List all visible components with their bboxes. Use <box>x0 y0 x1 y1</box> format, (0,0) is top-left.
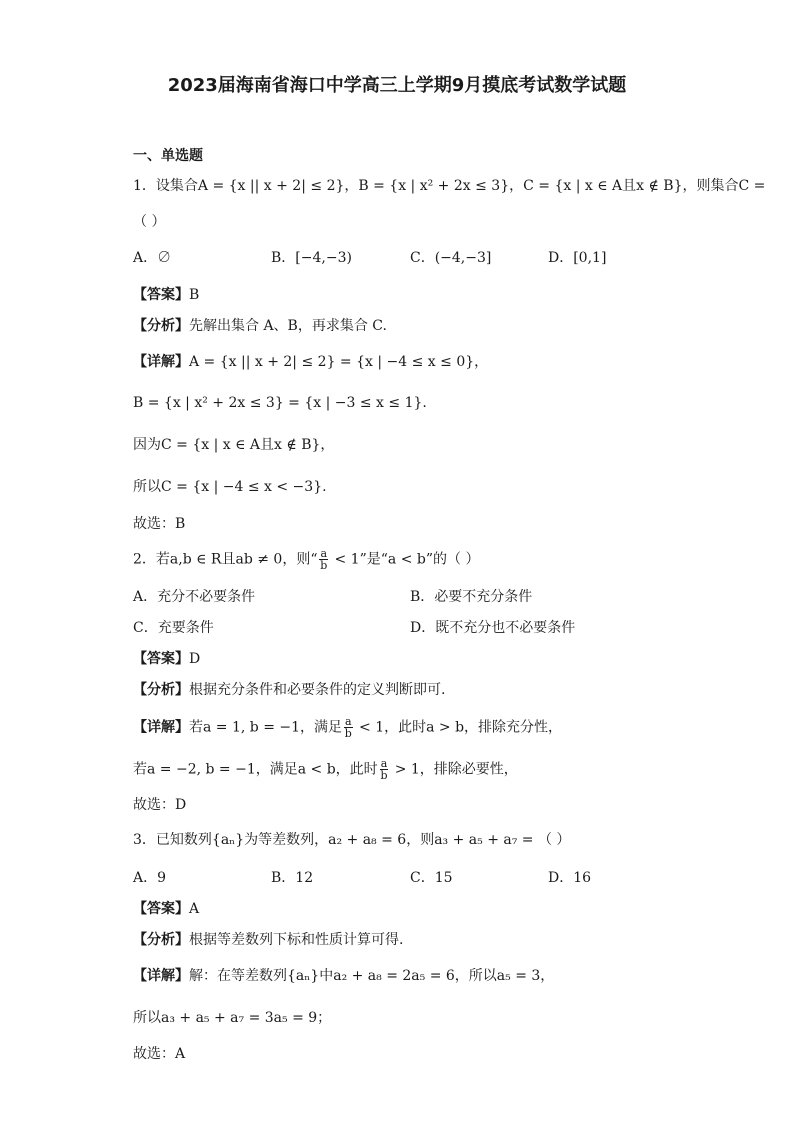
q2-detail-2-frac-den: b <box>380 769 388 782</box>
answer-label: 【答案】 <box>133 901 189 917</box>
q3-option-d: D．16 <box>548 870 592 886</box>
section-heading: 一、单选题 <box>133 148 203 164</box>
q1-option-b: B．[−4,−3) <box>271 250 352 266</box>
q1-analysis-text: 先解出集合 A、B，再求集合 C. <box>189 318 387 334</box>
q1-option-d: D．[0,1] <box>548 250 607 266</box>
q2-detail-1-post: < 1，此时a > b，排除充分性， <box>354 719 563 736</box>
q3-analysis <box>133 930 403 950</box>
q2-stem <box>133 548 479 571</box>
q1-detail-3: 因为C = {x | x ∈ A且x ∉ B}， <box>133 437 335 453</box>
q1-answer <box>133 285 199 305</box>
q3-conclusion: 故选：A <box>133 1046 186 1062</box>
q3-stem: 3．已知数列{aₙ}为等差数列，a₂ + a₈ = 6，则a₃ + a₅ + a₇ = （ ） <box>133 832 571 848</box>
analysis-label: 【分析】 <box>133 932 189 948</box>
q2-analysis-text: 根据充分条件和必要条件的定义判断即可. <box>189 682 446 698</box>
q2-detail-2-fraction <box>380 758 389 781</box>
q2-stem-frac-num: a <box>320 547 328 560</box>
q3-analysis-text: 根据等差数列下标和性质计算可得. <box>189 932 404 948</box>
q1-option-c: C．(−4,−3] <box>410 250 492 266</box>
q2-stem-fraction <box>319 548 328 571</box>
q1-detail-4: 所以C = {x | −4 ≤ x < −3}. <box>133 479 327 495</box>
q2-detail-2-post: > 1，排除必要性， <box>390 761 518 778</box>
q1-option-a: A．∅ <box>133 250 172 266</box>
q2-answer <box>133 649 200 669</box>
q2-detail-1-pre: 若a = 1, b = −1，满足 <box>189 719 343 736</box>
q1-stem-line1: 1．设集合A = {x || x + 2| ≤ 2}，B = {x | x² + 2x ≤ 3}，C = {x | x ∈ A且x ∉ B}，则集合C = <box>133 178 766 194</box>
q2-option-b: B．必要不充分条件 <box>410 589 533 605</box>
q2-stem-pre: 2．若a,b ∈ R且ab ≠ 0，则“ <box>133 551 318 568</box>
q3-answer-value: A <box>189 901 200 917</box>
q1-analysis <box>133 316 387 336</box>
q1-conclusion: 故选：B <box>133 516 186 532</box>
q3-detail-2: 所以a₃ + a₅ + a₇ = 3a₅ = 9； <box>133 1010 332 1026</box>
q3-option-a: A．9 <box>133 870 167 886</box>
q1-answer-value: B <box>189 287 200 303</box>
q2-conclusion: 故选：D <box>133 797 187 813</box>
q1-stem-line2: （ ） <box>133 214 166 230</box>
q2-stem-post: < 1”是“a < b”的（ ） <box>330 551 480 568</box>
q3-option-b: B．12 <box>271 870 314 886</box>
q2-detail-1-fraction <box>344 716 353 739</box>
q2-detail-1-frac-den: b <box>344 727 352 740</box>
analysis-label: 【分析】 <box>133 682 189 698</box>
detail-label: 【详解】 <box>133 968 189 984</box>
q2-stem-frac-den: b <box>320 559 328 572</box>
detail-label: 【详解】 <box>133 719 189 736</box>
q2-answer-value: D <box>189 651 201 667</box>
q3-detail-1 <box>133 966 554 986</box>
q2-analysis <box>133 680 445 700</box>
detail-label: 【详解】 <box>133 354 189 370</box>
q3-option-c: C．15 <box>410 870 453 886</box>
q3-answer <box>133 899 199 919</box>
q3-detail-text-1: 解：在等差数列{aₙ}中a₂ + a₈ = 2a₅ = 6，所以a₅ = 3， <box>189 968 555 984</box>
q1-detail-1 <box>133 352 488 372</box>
answer-label: 【答案】 <box>133 651 189 667</box>
q2-detail-2-frac-num: a <box>380 757 388 770</box>
q2-detail-2-pre: 若a = −2, b = −1，满足a < b，此时 <box>133 761 378 778</box>
q1-detail-text-1: A = {x || x + 2| ≤ 2} = {x | −4 ≤ x ≤ 0}， <box>189 354 489 370</box>
q2-detail-2 <box>133 758 518 781</box>
q2-option-a: A．充分不必要条件 <box>133 589 256 605</box>
q2-detail-1 <box>133 716 562 739</box>
q2-option-d: D．既不充分也不必要条件 <box>410 620 576 636</box>
q2-option-c: C．充要条件 <box>133 620 214 636</box>
q2-detail-1-frac-num: a <box>345 715 352 728</box>
q1-detail-2: B = {x | x² + 2x ≤ 3} = {x | −3 ≤ x ≤ 1}. <box>133 395 427 411</box>
answer-label: 【答案】 <box>133 287 189 303</box>
page-title: 2023届海南省海口中学高三上学期9月摸底考试数学试题 <box>167 75 627 96</box>
analysis-label: 【分析】 <box>133 318 189 334</box>
